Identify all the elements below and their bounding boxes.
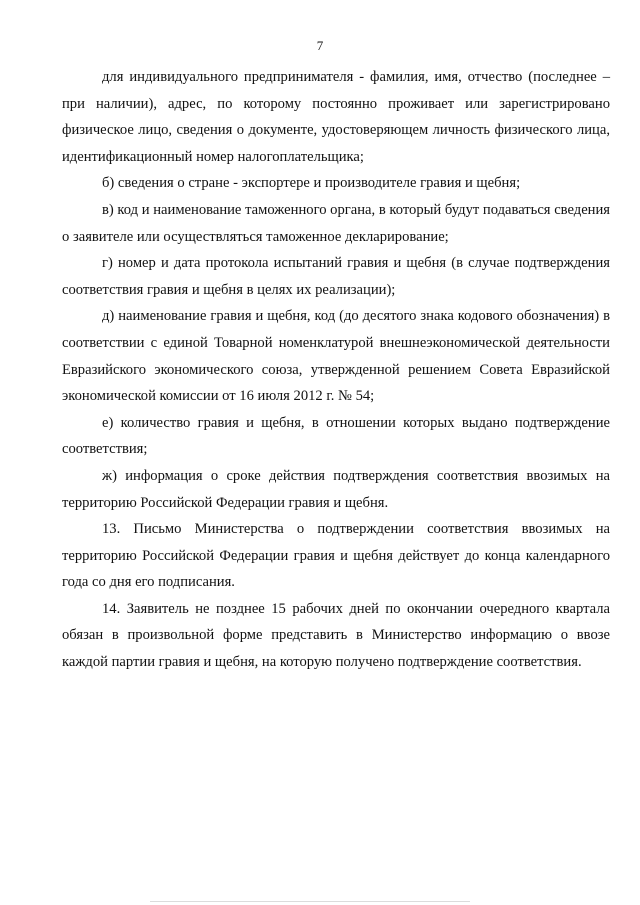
- paragraph-item-b: б) сведения о стране - экспортере и производителе гравия и щебня;: [102, 175, 521, 192]
- scan-edge-line: [150, 901, 470, 902]
- paragraph-13: 13. Письмо Министерства о подтверждении соответствия ввозимых на территорию Российской Федерации гравия и щебня действует до конца календарного года со дня его подписания.: [62, 521, 610, 591]
- paragraph-item-zh: ж) информация о сроке действия подтверждения соответствия ввозимых на территорию Российской Федерации гравия и щебня.: [62, 467, 610, 511]
- paragraph-item-g: г) номер и дата протокола испытаний гравия и щебня (в случае подтверждения соответствия гравия и щебня в целях их реализации);: [62, 255, 610, 298]
- document-body: [62, 64, 610, 676]
- paragraph-item-v: в) код и наименование таможенного органа, в который будут подаваться сведения о заявителе или осуществляться таможенное декларирование;: [62, 201, 610, 245]
- paragraph-14: 14. Заявитель не позднее 15 рабочих дней по окончании очередного квартала обязан в произвольной форме представить в Министерство информацию о ввозе каждой партии гравия и щебня, на которую получено подтверждение соответствия.: [62, 600, 610, 671]
- paragraph-item-e: е) количество гравия и щебня, в отношении которых выдано подтверждение соответствия;: [62, 414, 610, 458]
- page-number: 7: [316, 38, 324, 53]
- paragraph-continued-applicant-details: для индивидуального предпринимателя - фамилия, имя, отчество (последнее – при наличии), адрес, по которому постоянно проживает или зарегистрировано физическое лицо, сведения о документе, удостоверяющем личность физического лица, идентификационный номер налогоплательщика;: [62, 69, 610, 165]
- paragraph-item-d: д) наименование гравия и щебня, код (до десятого знака кодового обозначения) в соответствии с единой Товарной номенклатурой внешнеэкономической деятельности Евразийского экономического союза, утвержденной решением Совета Евразийской экономической комиссии от 16 июля 2012 г. № 54;: [62, 308, 610, 405]
